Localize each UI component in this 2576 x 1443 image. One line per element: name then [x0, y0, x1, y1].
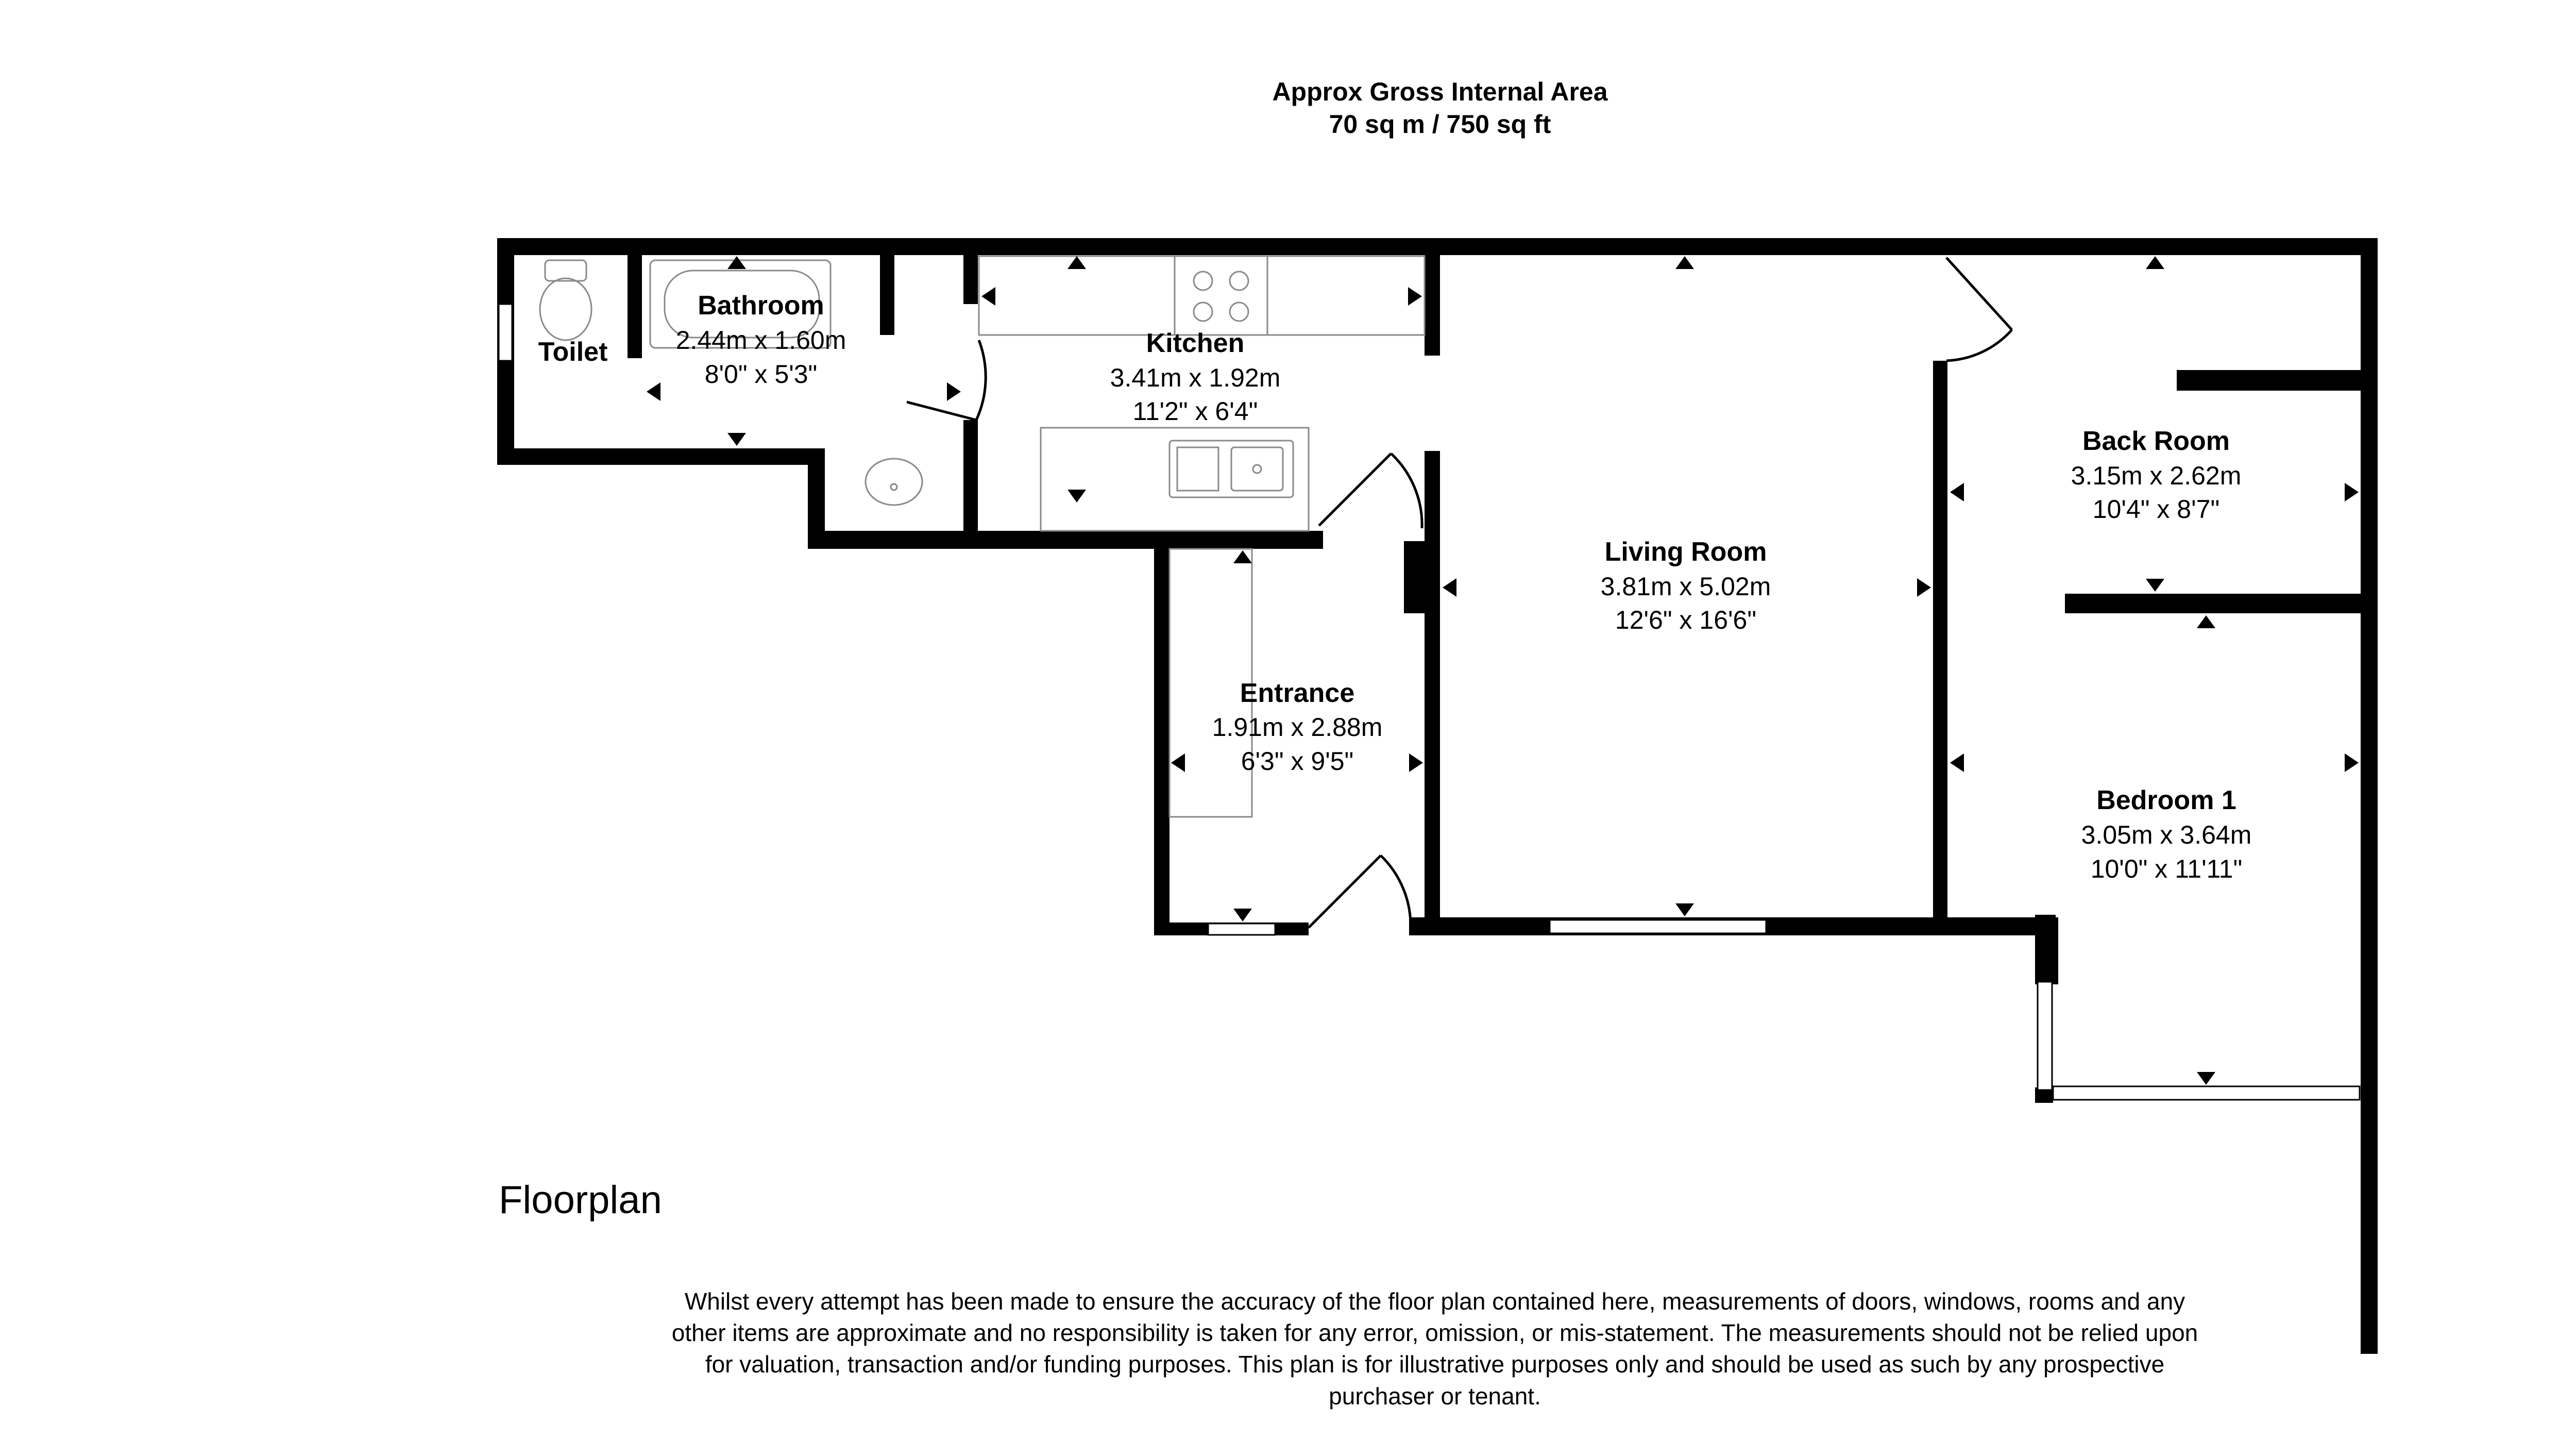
room-name-entrance: Entrance — [1240, 678, 1355, 708]
room-imperial-kitchen: 11'2" x 6'4" — [1132, 397, 1258, 426]
measurement-arrows — [647, 256, 2359, 1085]
floor-label: Floorplan — [499, 1178, 662, 1222]
room-name-kitchen: Kitchen — [1146, 328, 1245, 358]
hob-icon — [1175, 256, 1267, 335]
room-metric-kitchen: 3.41m x 1.92m — [1110, 363, 1281, 392]
room-name-bathroom: Bathroom — [698, 291, 824, 321]
area-title: Approx Gross Internal Area — [1272, 77, 1608, 106]
kitchen-counter — [1041, 428, 1309, 531]
room-metric-entrance: 1.91m x 2.88m — [1212, 713, 1383, 742]
room-imperial-bedroom-1: 10'0" x 11'11" — [2090, 854, 2243, 883]
room-name-living-room: Living Room — [1604, 537, 1767, 567]
disclaimer-text: Whilst every attempt has been made to ensure the accuracy of the floor plan contained here, measurements of doors, windows, rooms and any other items are approximate and no responsibility is taken for any error, omission, or mis-statement. The measurements should not be relied upon for valuation, transaction and/or funding purposes. This plan is for illustrative purposes only and should be used as such by any prospective purchaser or tenant. — [671, 1288, 2198, 1410]
area-value: 70 sq m / 750 sq ft — [1329, 110, 1551, 139]
room-metric-bathroom: 2.44m x 1.60m — [675, 326, 846, 355]
walls — [497, 238, 2378, 1354]
doors — [907, 258, 2012, 928]
room-metric-back-room: 3.15m x 2.62m — [2071, 461, 2242, 490]
kitchen-counter — [1267, 256, 1425, 335]
room-name-back-room: Back Room — [2082, 426, 2230, 456]
room-imperial-bathroom: 8'0" x 5'3" — [704, 360, 818, 389]
room-metric-bedroom-1: 3.05m x 3.64m — [2081, 820, 2252, 849]
room-imperial-entrance: 6'3" x 9'5" — [1241, 747, 1354, 776]
room-name-toilet: Toilet — [538, 337, 608, 367]
room-imperial-back-room: 10'4" x 8'7" — [2092, 495, 2220, 524]
basin-icon — [866, 459, 922, 505]
room-metric-living-room: 3.81m x 5.02m — [1600, 572, 1771, 601]
room-imperial-living-room: 12'6" x 16'6" — [1615, 606, 1757, 634]
toilet-icon — [540, 260, 591, 340]
room-name-bedroom-1: Bedroom 1 — [2096, 785, 2236, 815]
sink-icon — [1170, 441, 1293, 497]
